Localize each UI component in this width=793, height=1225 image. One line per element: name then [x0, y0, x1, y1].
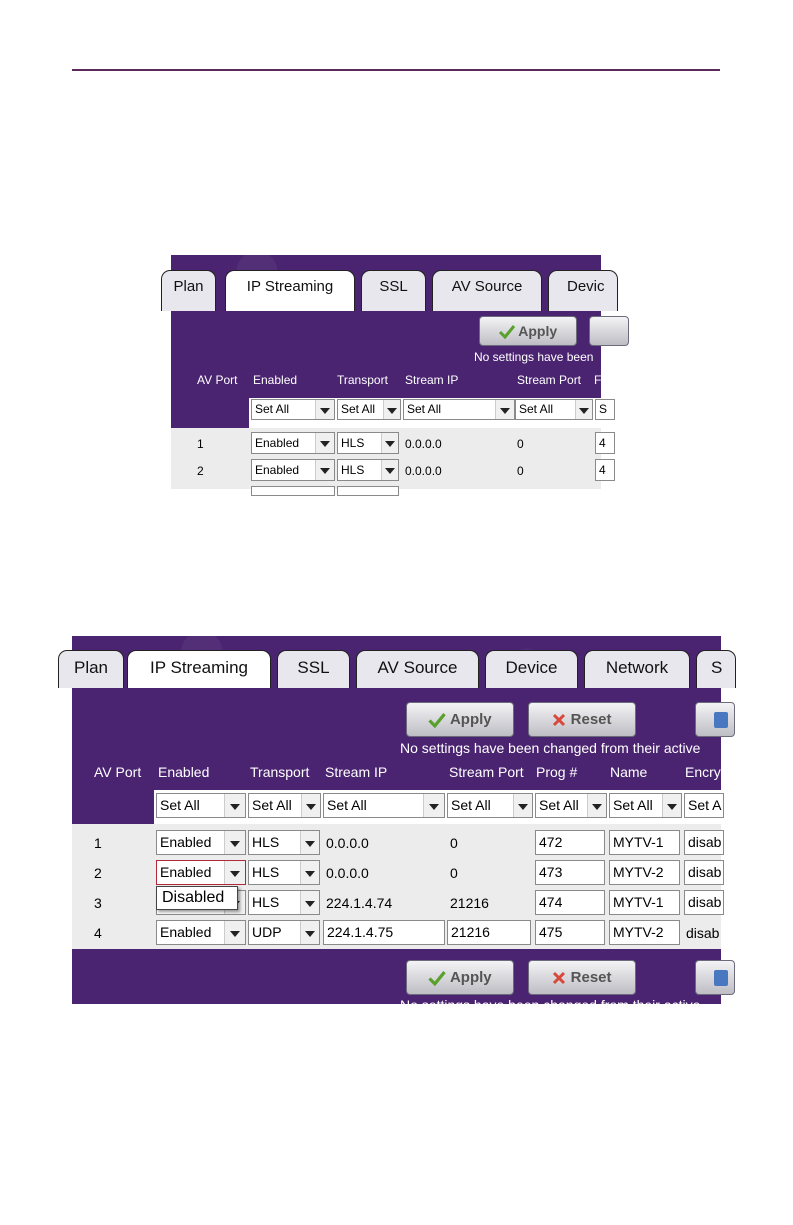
tab-label: Plan: [73, 658, 109, 677]
select-value: Enabled: [255, 463, 300, 477]
select-value: Set All: [613, 797, 653, 813]
tab-device[interactable]: [485, 650, 578, 688]
tab-av-source[interactable]: [432, 270, 542, 311]
prog-input[interactable]: 475: [535, 920, 605, 945]
set-all-prog-select[interactable]: [535, 793, 607, 818]
chevron-down-icon: [587, 794, 606, 817]
chevron-down-icon: [300, 831, 319, 854]
select-value: HLS: [252, 894, 280, 910]
tab-network[interactable]: [584, 650, 690, 688]
select-value: S: [599, 402, 608, 416]
encryption-select[interactable]: [684, 830, 724, 855]
header-enabled: Enabled: [158, 764, 210, 780]
save-button[interactable]: [695, 960, 735, 995]
apply-label: Apply: [449, 969, 492, 986]
select-value: Enabled: [160, 834, 212, 850]
chevron-down-icon: [381, 460, 398, 480]
set-all-port-select[interactable]: [515, 399, 593, 420]
enabled-select[interactable]: [251, 459, 335, 481]
chevron-down-icon: [575, 400, 592, 419]
apply-button[interactable]: [479, 316, 577, 346]
header-cut: F: [594, 373, 602, 387]
stream-port-cell: 0: [450, 835, 458, 851]
transport-select[interactable]: [337, 432, 399, 454]
enabled-select-open[interactable]: [156, 860, 246, 885]
x-icon: [552, 713, 566, 727]
name-input[interactable]: MYTV-1: [609, 890, 680, 915]
ip-cell: 0.0.0.0: [405, 464, 442, 478]
screenshot-large: [72, 636, 723, 1013]
prog-input[interactable]: 473: [535, 860, 605, 885]
set-all-encryption-select[interactable]: [684, 793, 724, 818]
enabled-select[interactable]: [251, 486, 335, 496]
enabled-select[interactable]: [156, 920, 246, 945]
tab-ssl[interactable]: [361, 270, 426, 311]
name-input[interactable]: MYTV-1: [609, 830, 680, 855]
header-name: Name: [610, 764, 648, 780]
tab-ip-streaming[interactable]: [225, 270, 355, 311]
name-input[interactable]: MYTV-2: [609, 860, 680, 885]
transport-select[interactable]: [248, 890, 320, 915]
chevron-down-icon: [224, 831, 245, 854]
set-all-prog-select[interactable]: [595, 399, 615, 420]
set-all-transport-select[interactable]: [337, 399, 401, 420]
table-body: [171, 428, 606, 489]
chevron-down-icon: [513, 794, 532, 817]
tab-label: IP Streaming: [246, 278, 334, 295]
chevron-down-icon: [300, 921, 319, 944]
chevron-down-icon: [300, 891, 319, 914]
header-enabled: Enabled: [253, 373, 298, 387]
footer-panel: [72, 949, 721, 1013]
set-all-row: [72, 790, 721, 824]
apply-button[interactable]: [406, 960, 514, 995]
chevron-down-icon: [662, 794, 681, 817]
header-rule: [72, 69, 720, 71]
table-body: [72, 824, 721, 949]
settings-panel: [72, 688, 721, 798]
tab-label: Network: [605, 658, 669, 677]
prog-input[interactable]: 4: [595, 432, 615, 454]
tab-label: Device: [505, 658, 558, 677]
set-all-enabled-select[interactable]: [251, 399, 335, 420]
save-icon: [714, 712, 728, 728]
tab-label: S: [711, 658, 723, 677]
set-all-row: [171, 398, 608, 428]
tab-label: AV Source: [377, 658, 458, 677]
x-icon: [552, 971, 566, 985]
encryption-cell: disab: [686, 925, 720, 941]
transport-select[interactable]: [248, 920, 320, 945]
stream-port-input[interactable]: 21216: [447, 920, 531, 945]
chevron-down-icon: [315, 433, 334, 453]
tab-plan[interactable]: [161, 270, 216, 311]
header-av-port: AV Port: [94, 764, 142, 780]
header-stream-ip: Stream IP: [325, 764, 388, 780]
header-stream-port: Stream Port: [449, 764, 524, 780]
select-value: Set All: [407, 402, 442, 416]
port-cell: 1: [94, 835, 102, 851]
set-all-spacer: [72, 790, 154, 824]
option-label: Disabled: [162, 889, 225, 906]
select-value: disab: [688, 894, 722, 910]
enabled-select[interactable]: [251, 432, 335, 454]
port-cell: 4: [94, 925, 102, 941]
encryption-select[interactable]: [684, 890, 724, 915]
stream-port-cell: 21216: [450, 895, 489, 911]
save-icon: [714, 970, 728, 986]
prog-input[interactable]: 472: [535, 830, 605, 855]
status-text: No settings have been changed from their active: [400, 740, 701, 756]
select-value: Enabled: [255, 436, 300, 450]
set-all-name-select[interactable]: [609, 793, 682, 818]
apply-button[interactable]: [406, 702, 514, 737]
tab-label: Devic: [567, 278, 605, 295]
tab-label: AV Source: [451, 278, 523, 295]
dropdown-option-disabled[interactable]: [156, 886, 238, 910]
select-value: disab: [688, 834, 722, 850]
status-text: No settings have been changed from their active: [400, 997, 701, 1013]
select-value: Set All: [252, 797, 292, 813]
select-value: HLS: [252, 864, 280, 880]
header-stream-port: Stream Port: [517, 373, 582, 387]
tab-bar: [171, 255, 605, 311]
status-text: No settings have been: [474, 350, 594, 364]
select-value: disab: [688, 864, 722, 880]
reset-label: Reset: [570, 711, 612, 728]
select-value: Enabled: [160, 924, 212, 940]
header-stream-ip: Stream IP: [405, 373, 459, 387]
reset-button[interactable]: [528, 702, 636, 737]
enabled-select[interactable]: [156, 830, 246, 855]
transport-select[interactable]: [248, 830, 320, 855]
set-all-transport-select[interactable]: [248, 793, 321, 818]
check-icon: [499, 325, 515, 339]
apply-label: Apply: [518, 323, 558, 339]
tab-label: SSL: [379, 278, 408, 295]
select-value: Set All: [341, 402, 376, 416]
select-value: Set All: [519, 402, 554, 416]
prog-input[interactable]: 4: [595, 459, 615, 481]
stream-port-cell: 0: [517, 437, 524, 451]
chevron-down-icon: [315, 460, 334, 480]
set-all-spacer: [171, 398, 249, 428]
header-prog: Prog #: [536, 764, 578, 780]
ip-cell: 0.0.0.0: [326, 865, 369, 881]
select-value: Set All: [327, 797, 367, 813]
ip-cell: 0.0.0.0: [405, 437, 442, 451]
select-value: Set All: [255, 402, 290, 416]
select-value: HLS: [341, 463, 365, 477]
set-all-port-select[interactable]: [447, 793, 533, 818]
stream-port-cell: 0: [450, 865, 458, 881]
tab-label: IP Streaming: [150, 658, 248, 677]
header-av-port: AV Port: [197, 373, 238, 387]
reset-label: Reset: [570, 969, 612, 986]
ip-cell: 0.0.0.0: [326, 835, 369, 851]
header-encryption: Encry: [685, 764, 721, 780]
select-value: Set All: [539, 797, 579, 813]
screenshot-small: [171, 255, 608, 489]
select-value: HLS: [341, 436, 365, 450]
reset-button[interactable]: [528, 960, 636, 995]
select-value: HLS: [252, 834, 280, 850]
encryption-select[interactable]: [684, 860, 724, 885]
set-all-ip-select[interactable]: [323, 793, 445, 818]
set-all-enabled-select[interactable]: [156, 793, 246, 818]
tab-label: Plan: [173, 278, 204, 295]
tab-av-source[interactable]: [356, 650, 479, 688]
select-value: UDP: [252, 924, 282, 940]
tab-bar: [72, 636, 721, 688]
check-icon: [428, 713, 446, 728]
select-value: Set A: [688, 797, 722, 813]
chevron-down-icon: [300, 861, 319, 884]
transport-select[interactable]: [337, 486, 399, 496]
tab-ip-streaming[interactable]: [127, 650, 271, 690]
transport-select[interactable]: [337, 459, 399, 481]
reset-button[interactable]: [589, 316, 629, 346]
tab-plan[interactable]: [58, 650, 124, 688]
check-icon: [428, 971, 446, 986]
select-value: Set All: [160, 797, 200, 813]
chevron-down-icon: [495, 400, 514, 419]
name-input[interactable]: MYTV-2: [609, 920, 680, 945]
prog-input[interactable]: 474: [535, 890, 605, 915]
tab-next[interactable]: [696, 650, 736, 688]
chevron-down-icon: [301, 794, 320, 817]
transport-select[interactable]: [248, 860, 320, 885]
port-cell: 2: [94, 865, 102, 881]
chevron-down-icon: [423, 794, 444, 817]
chevron-down-icon: [224, 921, 245, 944]
chevron-down-icon: [224, 861, 245, 884]
chevron-down-icon: [383, 400, 400, 419]
chevron-down-icon: [315, 400, 334, 419]
port-cell: 1: [197, 437, 204, 451]
chevron-down-icon: [381, 433, 398, 453]
tab-device[interactable]: [548, 270, 618, 311]
select-value: Set All: [451, 797, 491, 813]
ip-input[interactable]: 224.1.4.75: [323, 920, 445, 945]
stream-port-cell: 0: [517, 464, 524, 478]
tab-label: SSL: [297, 658, 330, 677]
tab-ssl[interactable]: [277, 650, 350, 688]
ip-cell: 224.1.4.74: [326, 895, 393, 911]
save-button[interactable]: [695, 702, 735, 737]
chevron-down-icon: [224, 794, 245, 817]
apply-label: Apply: [449, 711, 492, 728]
select-value: Enabled: [160, 864, 212, 880]
port-cell: 2: [197, 464, 204, 478]
header-transport: Transport: [250, 764, 310, 780]
port-cell: 3: [94, 895, 102, 911]
set-all-ip-select[interactable]: [403, 399, 515, 420]
header-transport: Transport: [337, 373, 388, 387]
